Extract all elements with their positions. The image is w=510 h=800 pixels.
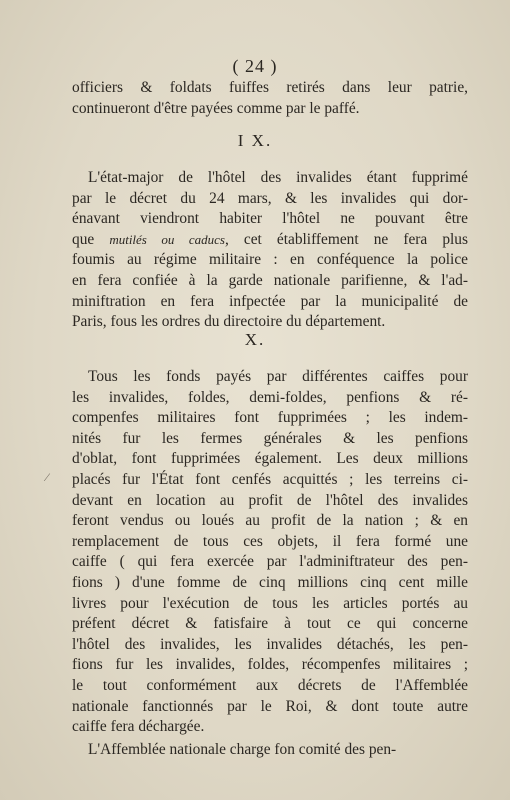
text-line: fions ) d'une fomme de cinq millions cinq cent mille — [72, 573, 468, 591]
text-line: en fera confiée à la garde nationale parifienne, & l'ad- — [72, 271, 468, 289]
section-ix-paragraph — [72, 168, 468, 333]
text-line: nités fur les fermes générales & les penfions — [72, 429, 468, 447]
margin-mark-icon: ⁄ — [46, 470, 49, 484]
text-line: par le décret du 24 mars, & les invalides qui dor- — [72, 189, 468, 207]
intro-paragraph — [72, 78, 468, 119]
text-line: continueront d'être payées comme par le paffé. — [72, 99, 360, 117]
italic-phrase: mutilés ou caducs — [109, 231, 225, 247]
section-heading-x: X. — [244, 330, 266, 349]
text-line: foumis au régime militaire : en conféquence la police — [72, 251, 468, 269]
text-line: d'oblat, font fupprimées également. Les deux millions — [72, 450, 468, 468]
text-line: livres pour l'exécution de tous les articles portés au — [72, 594, 468, 612]
text-line: L'Affemblée nationale charge fon comité des pen- — [88, 741, 397, 758]
text-line: caiffe fera déchargée. — [72, 718, 205, 736]
text-line: L'état-major de l'hôtel des invalides étant fupprimé — [88, 169, 468, 186]
text-line: les invalides, foldes, demi-foldes, penfions & ré- — [72, 388, 468, 406]
text-line: Paris, fous les ordres du directoire du département. — [72, 313, 386, 331]
text-line: officiers & foldats fuiffes retirés dans leur patrie, — [72, 79, 468, 96]
text-line: feront vendus ou loués au profit de la nation ; & en — [72, 512, 468, 530]
text-line: caiffe ( qui fera exercée par l'adminiftrateur des pen- — [72, 553, 468, 571]
closing-paragraph — [72, 740, 468, 761]
text-line: l'hôtel des invalides, les invalides détachés, les pen- — [72, 635, 468, 653]
text-line: placés fur l'État font cenfés acquittés ; les terreins ci- — [72, 470, 468, 488]
section-heading-ix: I X. — [237, 131, 273, 150]
text-line: le tout conformément aux décrets de l'Affemblée — [72, 676, 468, 694]
text-line: Tous les fonds payés par différentes caiffes pour — [88, 368, 468, 385]
text-line: énavant viendront habiter l'hôtel ne pouvant être — [72, 210, 468, 228]
section-x-paragraph — [72, 367, 468, 738]
text-line: compenfes militaires font fupprimées ; les indem- — [72, 409, 468, 427]
text-line-with-italic: que mutilés ou caducs, cet établiffement ne fera plus — [72, 230, 468, 248]
text-line: remplacement de tous ces objets, il fera formé une — [72, 532, 468, 550]
text-line: devant en location au profit de l'hôtel des invalides — [72, 491, 468, 509]
page-number: ( 24 ) — [232, 56, 278, 76]
text-line: miniftration en fera infpectée par la municipalité de — [72, 292, 468, 310]
text-line: fions fur les invalides, foldes, récompenfes militaires ; — [72, 656, 468, 674]
text-line: préfent décret & fatisfaire à tout ce qui concerne — [72, 615, 468, 633]
text-line: nationale fanctionnés par le Roi, & dont toute autre — [72, 697, 468, 715]
